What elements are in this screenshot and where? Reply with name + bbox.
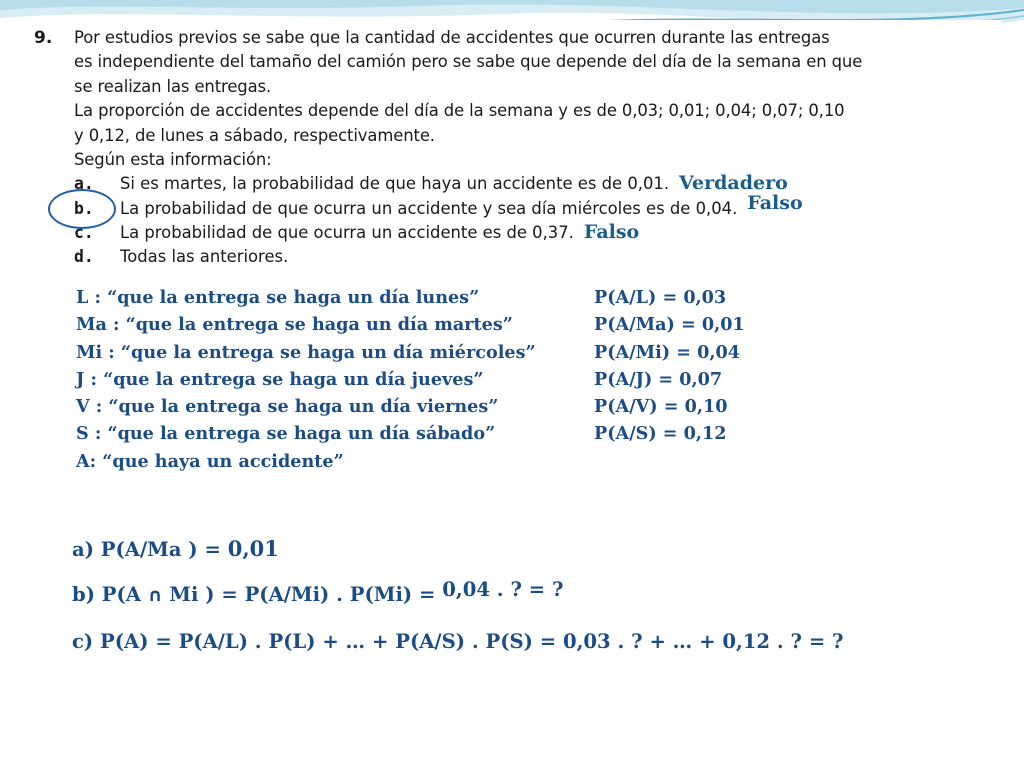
statement-line: Según esta información: xyxy=(74,150,272,170)
event-row xyxy=(76,311,794,338)
event-probability: P(A/S) = 0,12 xyxy=(594,423,727,445)
option-c xyxy=(74,220,803,245)
solution-label: b) P(A xyxy=(72,583,141,606)
event-definition: L : “que la entrega se haga un día lunes” xyxy=(76,287,480,308)
event-probability xyxy=(594,448,794,475)
option-text: Todas las anteriores. xyxy=(120,246,289,266)
option-verdict: Falso xyxy=(583,221,640,244)
event-definition: V : “que la entrega se haga un día viernes” xyxy=(76,396,499,418)
statement-line: Por estudios previos se sabe que la cantidad de accidentes que ocurren durante las entregas xyxy=(74,28,830,47)
solution-label: c) xyxy=(72,630,94,653)
solution-result: 0,01 xyxy=(227,536,279,561)
option-verdict: Falso xyxy=(747,191,803,214)
event-definition: J : “que la entrega se haga un día jueves” xyxy=(76,368,484,390)
event-row xyxy=(76,393,794,420)
event-definition: S : “que la entrega se haga un día sábado” xyxy=(76,423,496,445)
event-row xyxy=(76,284,794,311)
event-definition: A: “que haya un accidente” xyxy=(76,450,344,472)
solution-c xyxy=(72,630,844,653)
problem-box xyxy=(20,20,1002,286)
solution-expression: P(A/Ma ) = xyxy=(100,538,228,561)
solution-result: 0,03 . ? + … + 0,12 . ? = ? xyxy=(562,630,844,653)
event-probability: P(A/J) = 0,07 xyxy=(594,368,723,390)
event-definition: Mi : “que la entrega se haga un día miércoles” xyxy=(76,341,536,363)
option-letter: c. xyxy=(74,223,94,243)
event-probability: P(A/Ma) = 0,01 xyxy=(594,314,745,336)
statement-line: La proporción de accidentes depende del día de la semana y es de 0,03; 0,01; 0,04; 0,07; 0,10 xyxy=(74,101,845,121)
event-row xyxy=(76,448,794,475)
problem-statement xyxy=(74,26,1004,172)
event-probability: P(A/Mi) = 0,04 xyxy=(594,341,740,363)
problem-number: 9. xyxy=(34,28,53,48)
solution-expression: P(A) = P(A/L) . P(L) + … + P(A/S) . P(S) = xyxy=(100,630,563,653)
option-letter: a. xyxy=(74,174,94,193)
event-probability: P(A/V) = 0,10 xyxy=(594,396,728,418)
option-text: La probabilidad de que ocurra un accidente es de 0,37. xyxy=(120,223,574,243)
option-text: La probabilidad de que ocurra un accidente y sea día miércoles es de 0,04. xyxy=(120,198,738,218)
options-list xyxy=(74,171,803,269)
option-text: Si es martes, la probabilidad de que haya un accidente es de 0,01. xyxy=(120,174,670,193)
solution-label: a) xyxy=(72,538,94,561)
solution-a xyxy=(72,536,279,561)
option-d xyxy=(74,245,803,270)
event-row xyxy=(76,339,794,366)
solution-result: 0,04 . ? = ? xyxy=(442,578,564,601)
event-probability: P(A/L) = 0,03 xyxy=(594,287,727,308)
solution-b xyxy=(72,578,564,606)
statement-line: y 0,12, de lunes a sábado, respectivamente. xyxy=(74,125,435,145)
option-b xyxy=(74,191,803,221)
answer-circle-annotation xyxy=(48,189,116,229)
statement-line: es independiente del tamaño del camión pero se sabe que depende del día de la semana en que xyxy=(74,52,863,72)
solution-expression: Mi ) = P(A/Mi) . P(Mi) = xyxy=(169,583,443,606)
option-a xyxy=(74,171,803,196)
option-verdict: Verdadero xyxy=(679,172,788,194)
intersection-symbol: ∩ xyxy=(147,585,163,606)
events-list xyxy=(76,284,794,475)
event-row xyxy=(76,366,794,393)
option-letter: d. xyxy=(74,246,94,266)
statement-line: se realizan las entregas. xyxy=(74,76,272,96)
event-row xyxy=(76,420,794,447)
option-letter: b. xyxy=(74,198,94,218)
event-definition: Ma : “que la entrega se haga un día martes” xyxy=(76,314,513,336)
